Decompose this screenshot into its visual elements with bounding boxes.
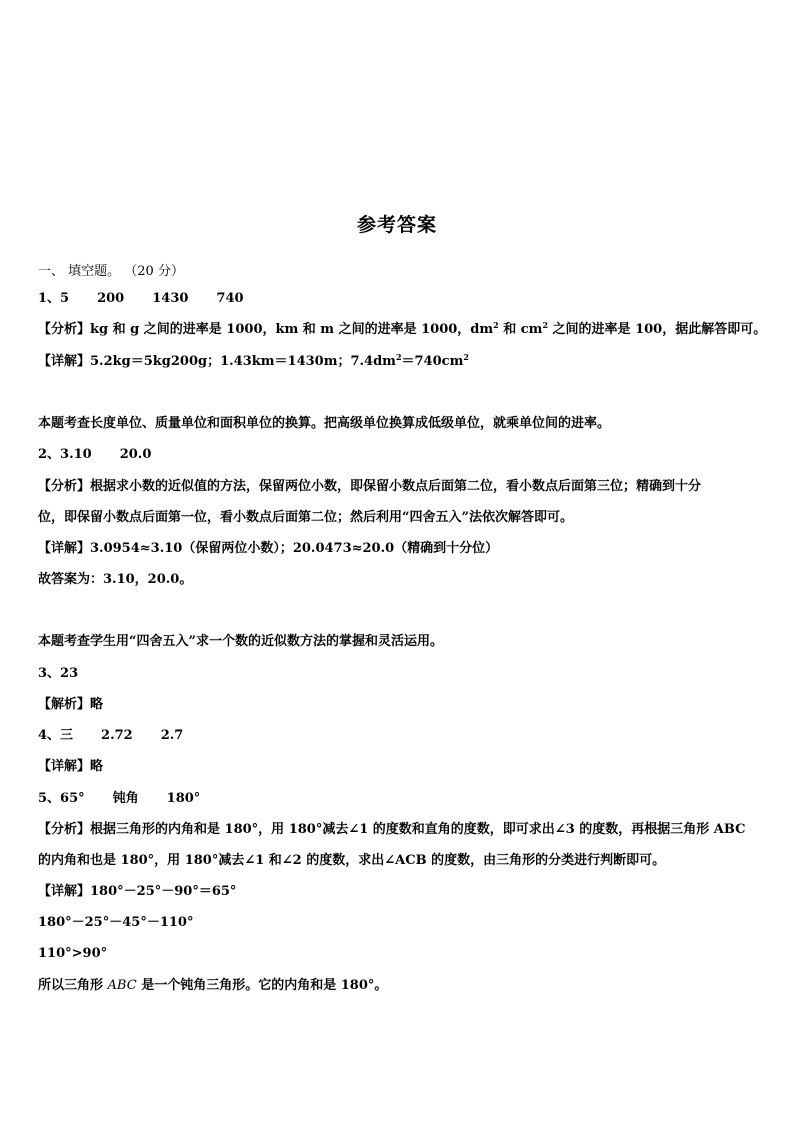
q2-analysis-line2: 位，即保留小数点后面第一位，看小数点后面第二位；然后利用“四舍五入”法依次解答即可。	[38, 510, 573, 525]
q2-detail-label: 【详解】	[38, 541, 91, 556]
q1-detail-sup: 2	[395, 352, 402, 362]
q5-answer-1: 5、65°	[38, 791, 85, 806]
q1-answer-4: 740	[216, 291, 244, 306]
q2-answer: 故答案为：3.10，20.0。	[38, 572, 193, 587]
q1-analysis-sup: 2	[542, 320, 549, 330]
q1-detail-label: 【详解】	[38, 354, 91, 369]
q1-analysis-sup: 2	[493, 320, 499, 330]
q5-analysis-text: 根据三角形的内角和是 180°，用 180°减去∠1 的度数和直角的度数，即可求出∠3 的度数，再根据三角形 ABC	[90, 822, 746, 837]
q1-detail-text: 5.2kg＝5kg200g；1.43km＝1430m；7.4dm	[90, 354, 396, 369]
section-heading: 一、 填空题。 （20 分）	[38, 264, 184, 279]
q5-answer-2: 钝角	[112, 791, 139, 806]
q1-analysis-text: 和 cm	[498, 322, 543, 337]
q1-analysis-text: 之间的进率是 100，据此解答即可。	[548, 322, 767, 337]
q3-analysis-label: 【解析】	[38, 697, 91, 712]
q4-detail-text: 略	[90, 759, 104, 774]
q1-summary: 本题考查长度单位、质量单位和面积单位的换算。把高级单位换算成低级单位，就乘单位间的进率。	[38, 416, 611, 431]
q3-analysis	[38, 695, 762, 715]
q2-analysis-line1	[38, 477, 762, 497]
q2-analysis-label: 【分析】	[38, 479, 91, 494]
q1-answer-1: 1、5	[38, 291, 70, 306]
q5-analysis-line1	[38, 820, 762, 840]
q5-detail	[38, 882, 762, 902]
q5-detail-line3: 110°>90°	[38, 946, 108, 961]
q2-summary: 本题考查学生用“四舍五入”求一个数的近似数方法的掌握和灵活运用。	[38, 634, 443, 649]
q1-answer-3: 1430	[152, 291, 189, 306]
q5-answer-3: 180°	[166, 791, 201, 806]
q1-analysis-text: kg 和 g 之间的进率是 1000，km 和 m 之间的进率是 1000，dm	[90, 322, 494, 337]
q5-analysis-line2: 的内角和也是 180°，用 180°减去∠1 和∠2 的度数，求出∠ACB 的度数，由三角形的分类进行判断即可。	[38, 853, 666, 868]
q4-detail-label: 【详解】	[38, 759, 91, 774]
q5-conclusion-text: 所以三角形	[38, 978, 108, 993]
q5-detail-label: 【详解】	[38, 884, 91, 899]
q5-detail-text: 180°－25°－90°＝65°	[90, 884, 237, 899]
q3-analysis-text: 略	[90, 697, 104, 712]
q1-analysis-label: 【分析】	[38, 322, 91, 337]
q4-answer-line	[38, 726, 762, 746]
q2-answer-2: 20.0	[119, 447, 152, 462]
q1-analysis	[38, 320, 767, 340]
q2-answer-1: 2、3.10	[38, 447, 92, 462]
q3-answer-line: 3、23	[38, 666, 79, 681]
q2-analysis-text: 根据求小数的近似值的方法，保留两位小数，即保留小数点后面第二位，看小数点后面第三位；精确到十分	[90, 479, 702, 494]
q4-detail	[38, 757, 762, 777]
q2-detail	[38, 539, 762, 559]
q5-conclusion	[38, 976, 762, 996]
page-title: 参考答案	[356, 214, 437, 236]
q1-answer-2: 200	[97, 291, 125, 306]
q5-analysis-label: 【分析】	[38, 822, 91, 837]
q1-detail-sup: 2	[463, 352, 469, 362]
q2-detail-text: 3.0954≈3.10（保留两位小数）；20.0473≈20.0（精确到十分位）	[90, 541, 499, 556]
q1-answer-line	[38, 289, 762, 309]
q1-detail-text: ＝740cm	[401, 354, 464, 369]
q2-answer-line	[38, 445, 762, 465]
q5-conclusion-abc: ABC	[107, 978, 137, 993]
q5-conclusion-text: 是一个钝角三角形。它的内角和是 180°。	[136, 978, 388, 993]
q5-detail-line2: 180°－25°－45°－110°	[38, 915, 194, 930]
q4-answer-1: 4、三	[38, 728, 74, 743]
q5-answer-line	[38, 789, 762, 809]
q4-answer-3: 2.7	[160, 728, 184, 743]
q4-answer-2: 2.72	[101, 728, 133, 743]
q1-detail	[38, 352, 762, 372]
